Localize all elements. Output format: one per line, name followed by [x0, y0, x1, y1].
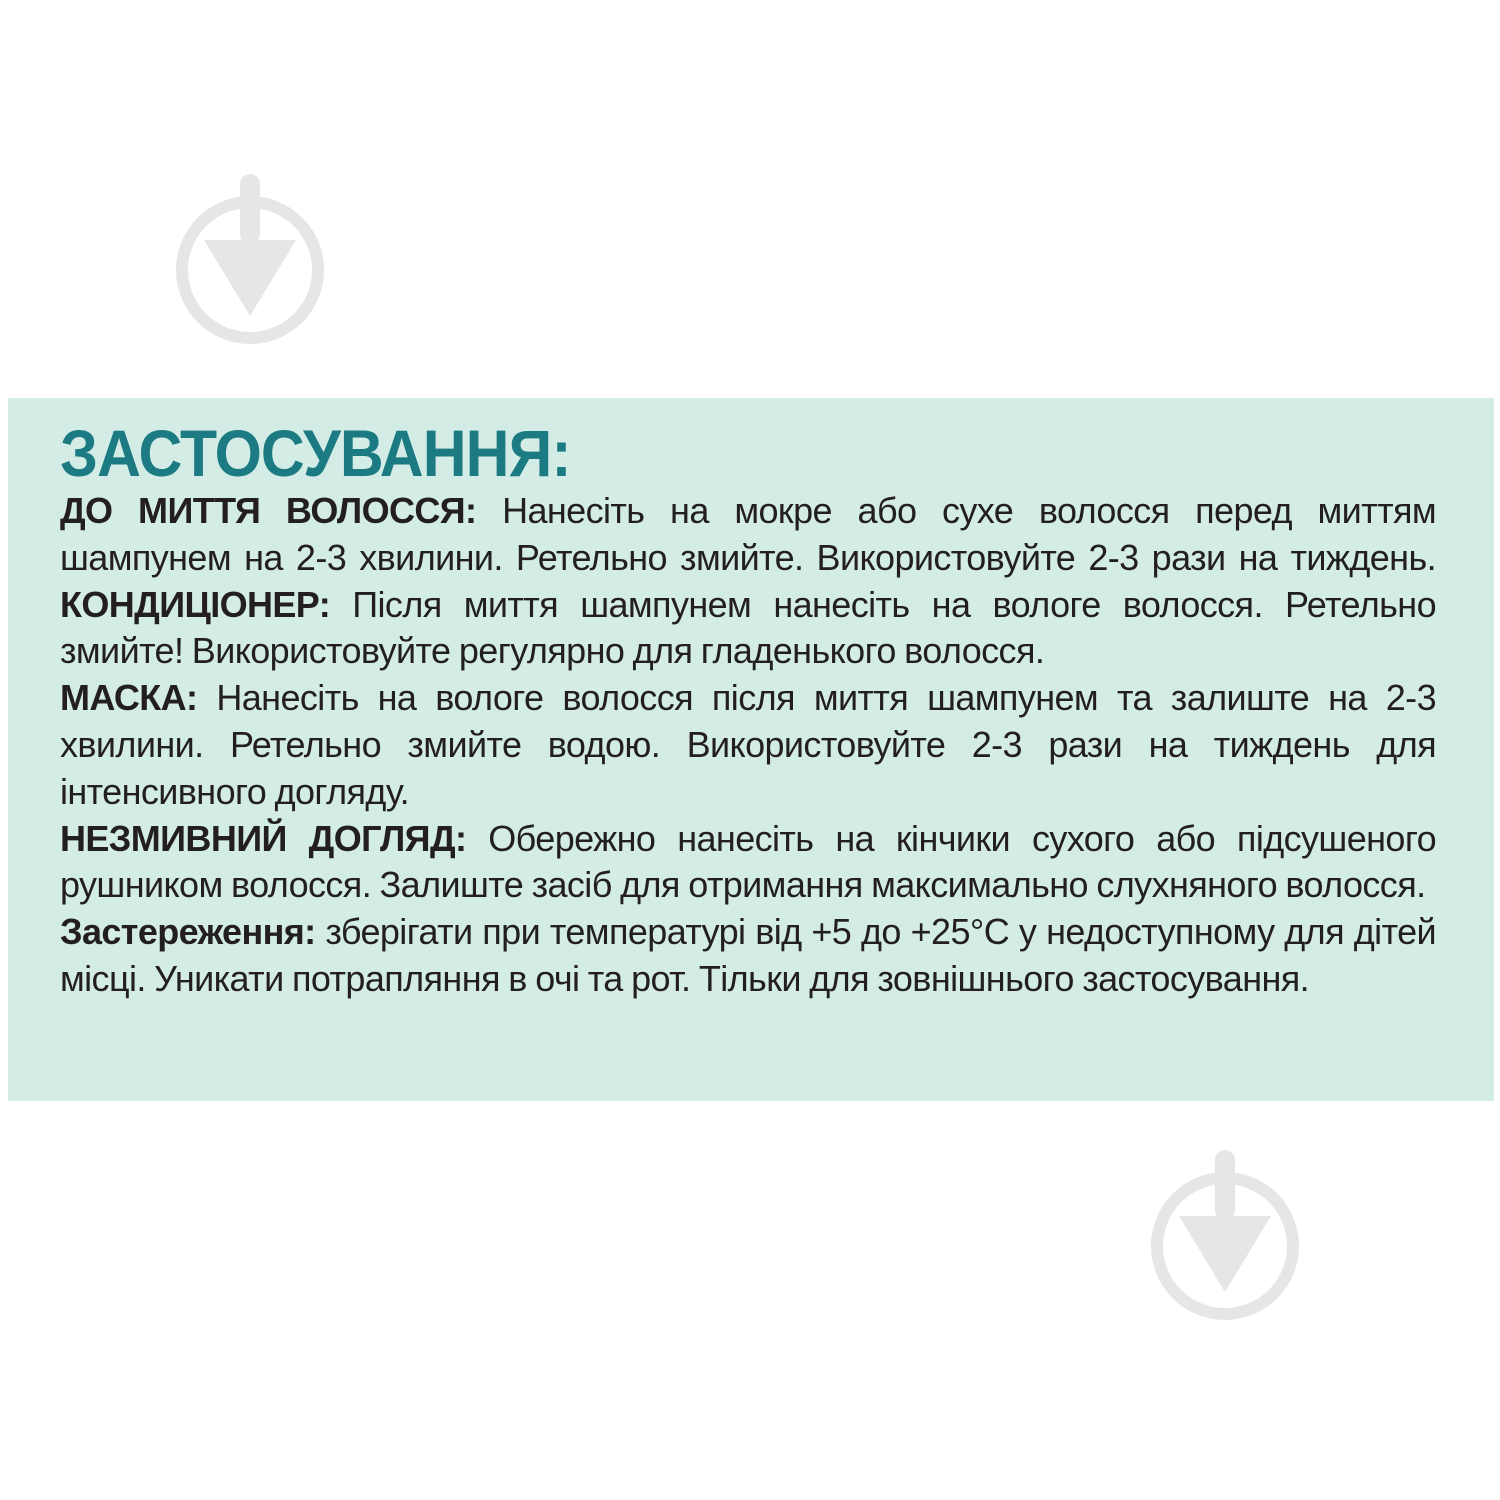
usage-paragraph [60, 488, 1436, 675]
watermark-download-icon [1145, 1148, 1305, 1328]
leave-in-label: НЕЗМИВНИЙ ДОГЛЯД: [60, 817, 467, 859]
page-title: ЗАСТОСУВАННЯ: [60, 416, 571, 490]
instructions-content [60, 418, 1436, 1003]
conditioner-label: КОНДИЦІОНЕР: [60, 583, 331, 625]
download-arrow-circle-icon [1145, 1148, 1305, 1328]
mask-paragraph [60, 675, 1436, 815]
conditioner-text: Після миття шампунем нанесіть на вологе волосся. Ретельно змийте! Використовуйте регулярно для гладенького волосся. [60, 583, 1436, 672]
instructions-text [60, 488, 1436, 1003]
mask-text: Нанесіть на вологе волосся після миття шампунем та залиште на 2-3 хвилини. Ретельно змийте водою. Використовуйте 2-3 рази на тиждень для інтенсивного догляду. [60, 677, 1436, 812]
instructions-panel [8, 398, 1494, 1101]
mask-label: МАСКА: [60, 677, 198, 719]
watermark-download-icon [170, 172, 330, 352]
download-arrow-circle-icon [170, 172, 330, 352]
pre-wash-label: ДО МИТТЯ ВОЛОССЯ: [60, 490, 477, 531]
warning-paragraph [60, 909, 1436, 1003]
warning-label: Застереження: [60, 911, 316, 953]
leave-in-paragraph [60, 816, 1436, 910]
pre-wash-text: Нанесіть на мокре або сухе волосся перед миттям шампунем на 2-3 хвилини. Ретельно змийте. Використовуйте 2-3 рази на тиждень. [60, 490, 1436, 578]
leave-in-text: Обережно нанесіть на кінчики сухого або підсушеного рушником волосся. Залиште засіб для отримання максимально слухняного волосся. [60, 817, 1436, 906]
warning-text: зберігати при температурі від +5 до +25°C у недоступному для дітей місці. Уникати потрапляння в очі та рот. Тільки для зовнішнього застосування. [60, 911, 1436, 999]
